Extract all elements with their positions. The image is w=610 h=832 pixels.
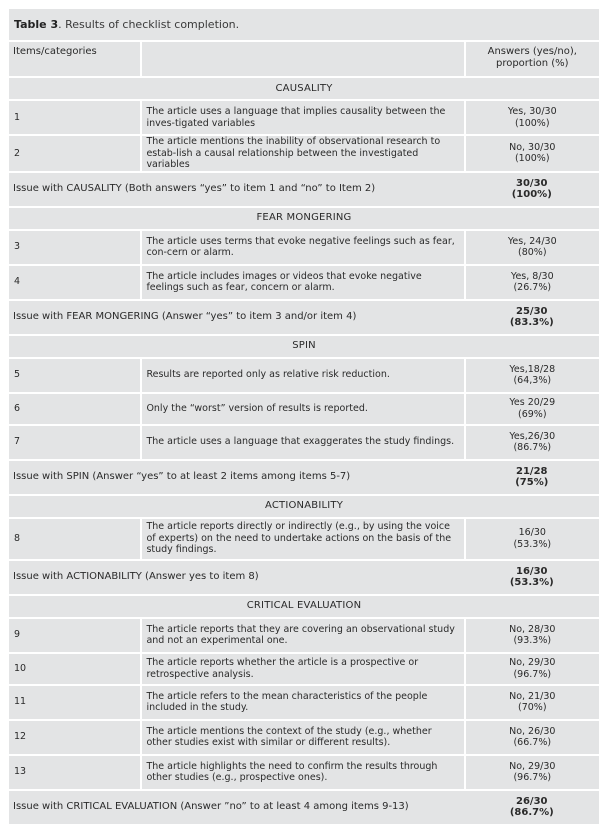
item-number: 2: [9, 135, 141, 172]
item-number: 11: [9, 685, 141, 720]
table-row: [9, 720, 599, 755]
answer-count: Yes 20/29: [509, 397, 556, 408]
answer-count: Yes, 8/30: [510, 270, 554, 282]
answer-count: Yes, 24/30: [507, 235, 557, 247]
item-answer: [465, 358, 599, 393]
section-row: [9, 595, 599, 618]
table-row: [9, 135, 599, 172]
table-caption: [9, 9, 599, 40]
answer-proportion: (96.7%): [513, 668, 552, 680]
item-number: 1: [9, 100, 141, 135]
header-answers-line2: proportion (%): [495, 58, 569, 69]
item-answer: [465, 685, 599, 720]
answer-proportion: (100%): [514, 153, 550, 165]
item-answer: [465, 425, 599, 460]
section-row: [9, 207, 599, 230]
answer-count: No, 21/30: [509, 690, 556, 702]
answer-proportion: (66.7%): [513, 737, 552, 748]
table-row: [9, 685, 599, 720]
issue-proportion: (86.7%): [509, 807, 554, 818]
item-description: The article reports directly or indirectly (e.g., by using the voice of experts) on the need to undertake actions on the basis of the study findings.: [141, 518, 464, 560]
item-description: The article highlights the need to confirm the results through other studies (e.g., prospective ones).: [141, 755, 464, 790]
issue-count: 16/30: [516, 565, 548, 577]
answer-count: Yes,18/28: [509, 363, 556, 375]
table-row: [9, 653, 599, 685]
item-description: Only the “worst” version of results is reported.: [141, 393, 464, 425]
item-number: 10: [9, 653, 141, 685]
item-description: The article uses terms that evoke negative feelings such as fear, con-cern or alarm.: [141, 230, 464, 265]
caption-label: Table 3: [14, 18, 59, 31]
issue-description: Issue with CRITICAL EVALUATION (Answer ”no” to at least 4 among items 9-13): [9, 790, 465, 824]
issue-description: Issue with FEAR MONGERING (Answer “yes” to item 3 and/or item 4): [9, 300, 465, 335]
item-number: 4: [9, 265, 141, 300]
item-description: The article includes images or videos that evoke negative feelings such as fear, concern or alarm.: [141, 265, 464, 300]
item-number: 12: [9, 720, 141, 755]
answer-proportion: (64,3%): [513, 375, 552, 386]
issue-count: 21/28: [516, 465, 548, 477]
item-number: 3: [9, 230, 141, 265]
issue-count: 30/30: [516, 177, 548, 189]
item-description: The article uses a language that implies causality between the inves-tigated variables: [141, 100, 464, 135]
item-answer: [465, 265, 599, 300]
section-title: SPIN: [9, 335, 599, 358]
section-row: [9, 335, 599, 358]
section-title: FEAR MONGERING: [9, 207, 599, 230]
answer-proportion: (70%): [518, 702, 547, 713]
item-description: The article reports that they are covering an observational study and not an experimental one.: [141, 618, 464, 653]
section-title: CAUSALITY: [9, 77, 599, 100]
issue-row: [9, 560, 599, 595]
answer-count: No, 29/30: [509, 760, 556, 772]
answer-proportion: (53.3%): [513, 538, 552, 550]
issue-description: Issue with SPIN (Answer “yes” to at least 2 items among items 5-7): [9, 460, 465, 495]
table-row: [9, 100, 599, 135]
issue-count: 25/30: [516, 305, 548, 317]
issue-count: 26/30: [516, 795, 548, 807]
section-title: CRITICAL EVALUATION: [9, 595, 599, 618]
item-description: Results are reported only as relative risk reduction.: [141, 358, 464, 393]
item-answer: [465, 755, 599, 790]
table-row: [9, 425, 599, 460]
issue-proportion: (83.3%): [509, 317, 554, 328]
table-row: [9, 393, 599, 425]
item-answer: [465, 100, 599, 135]
item-description: The article uses a language that exaggerates the study findings.: [141, 425, 464, 460]
issue-proportion: (53.3%): [509, 577, 554, 588]
table-row: [9, 618, 599, 653]
table-frame: [9, 9, 599, 824]
issue-proportion: (100%): [511, 189, 552, 200]
table-row: [9, 358, 599, 393]
issue-row: [9, 790, 599, 824]
issue-answer: [465, 790, 599, 824]
issue-row: [9, 460, 599, 495]
item-number: 8: [9, 518, 141, 560]
answer-count: No, 28/30: [509, 623, 556, 635]
item-answer: [465, 230, 599, 265]
item-number: 5: [9, 358, 141, 393]
issue-row: [9, 172, 599, 207]
issue-description: Issue with CAUSALITY (Both answers “yes” to item 1 and “no” to Item 2): [9, 172, 465, 207]
answer-proportion: (96.7%): [513, 772, 552, 783]
item-answer: [465, 720, 599, 755]
answer-proportion: (26.7%): [513, 282, 552, 293]
item-number: 6: [9, 393, 141, 425]
item-description: The article reports whether the article is a prospective or retrospective analysis.: [141, 653, 464, 685]
answer-proportion: (80%): [518, 247, 547, 258]
item-number: 9: [9, 618, 141, 653]
section-row: [9, 495, 599, 518]
item-answer: [465, 393, 599, 425]
item-number: 7: [9, 425, 141, 460]
section-title: ACTIONABILITY: [9, 495, 599, 518]
table-row: [9, 265, 599, 300]
table-row: [9, 518, 599, 560]
item-answer: [465, 518, 599, 560]
answer-proportion: (93.3%): [513, 635, 552, 646]
issue-answer: [465, 560, 599, 595]
item-answer: [465, 618, 599, 653]
results-table: [9, 40, 599, 824]
header-items-categories: Items/categories: [9, 41, 141, 77]
issue-answer: [465, 460, 599, 495]
answer-count: 16/30: [518, 527, 546, 538]
answer-proportion: (100%): [514, 117, 550, 129]
item-description: The article mentions the context of the study (e.g., whether other studies exist with similar or different results).: [141, 720, 464, 755]
answer-count: No, 29/30: [509, 657, 556, 668]
issue-proportion: (75%): [515, 477, 549, 488]
item-description: The article mentions the inability of observational research to estab-lish a causal relationship between the investigated variables: [141, 135, 464, 172]
header-answers: [465, 41, 599, 77]
issue-row: [9, 300, 599, 335]
answer-count: No, 26/30: [509, 725, 556, 737]
table-row: [9, 755, 599, 790]
answer-proportion: (69%): [518, 408, 547, 420]
item-answer: [465, 135, 599, 172]
header-description: [141, 41, 464, 77]
item-number: 13: [9, 755, 141, 790]
answer-count: Yes, 30/30: [507, 106, 557, 117]
issue-answer: [465, 300, 599, 335]
table-row: [9, 230, 599, 265]
section-row: [9, 77, 599, 100]
issue-answer: [465, 172, 599, 207]
item-answer: [465, 653, 599, 685]
header-answers-line1: Answers (yes/no),: [487, 46, 577, 57]
answer-count: Yes,26/30: [509, 430, 556, 442]
item-description: The article refers to the mean characteristics of the people included in the study.: [141, 685, 464, 720]
answer-count: No, 30/30: [509, 141, 556, 153]
caption-text: . Results of checklist completion.: [58, 18, 240, 31]
answer-proportion: (86.7%): [513, 442, 552, 453]
issue-description: Issue with ACTIONABILITY (Answer yes to item 8): [9, 560, 465, 595]
header-row: [9, 41, 599, 77]
